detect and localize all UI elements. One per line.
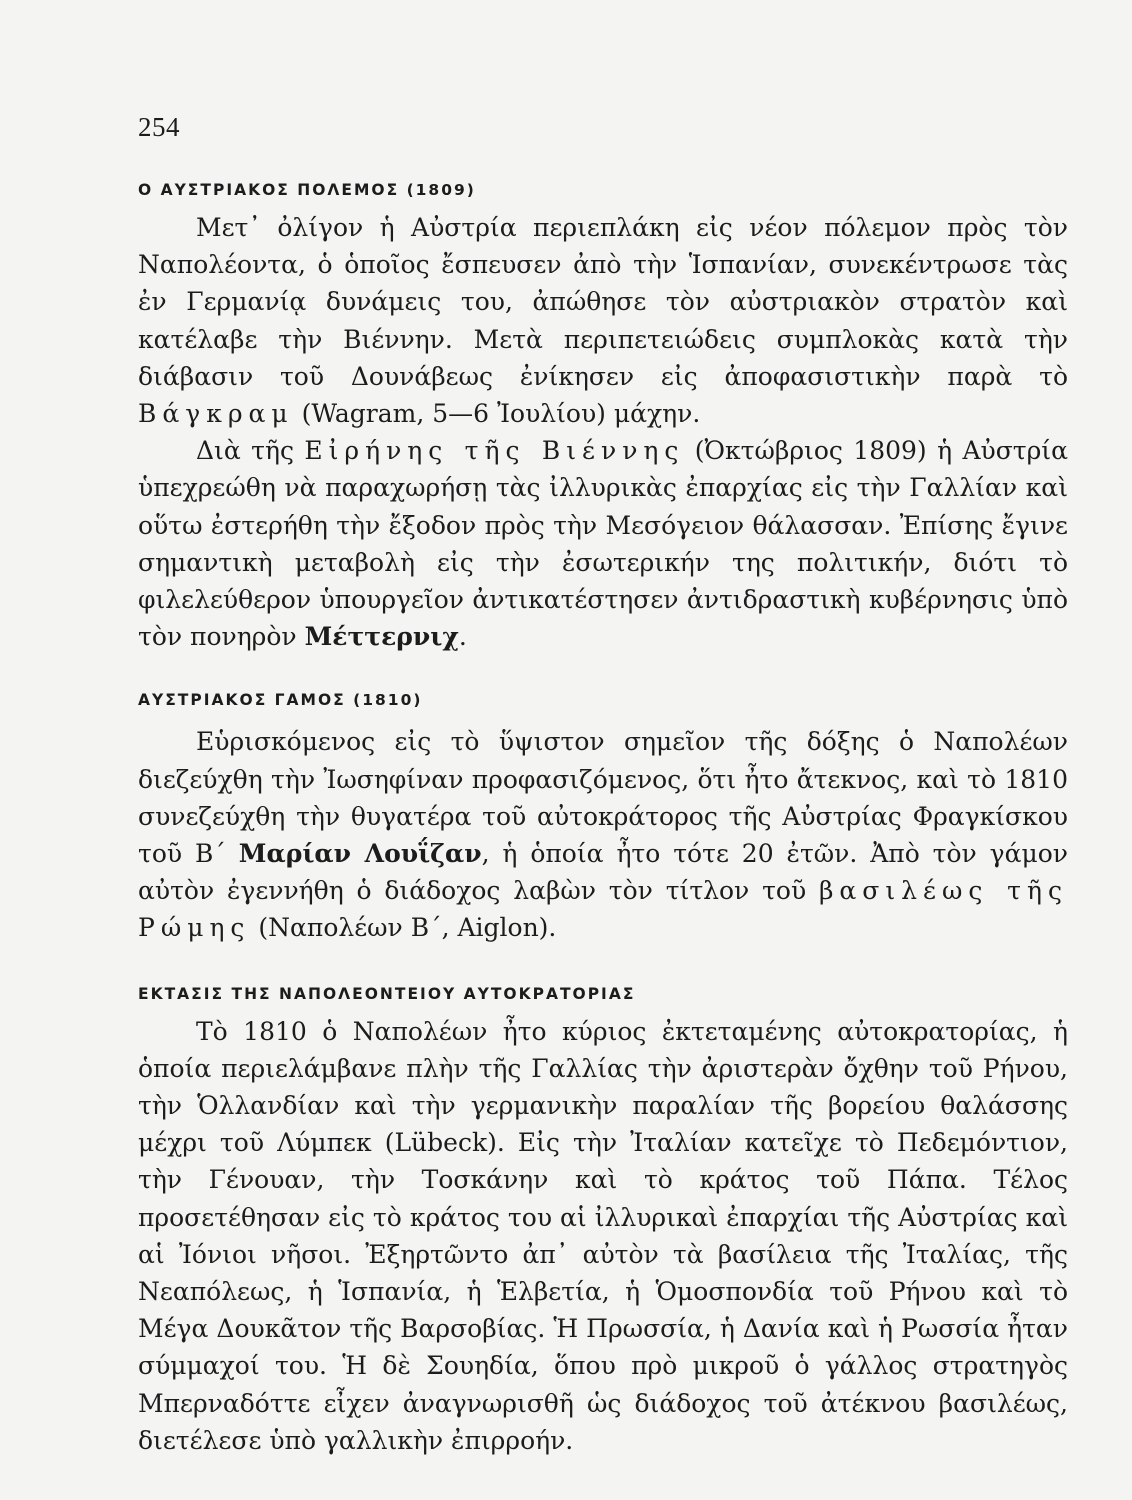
paragraph-text: , ἡ ὁποία ἦτο τότε 20 ἐτῶν. Ἀπὸ τὸν γάμον αὐτὸν ἐγεννήθη ὁ διάδοχος λαβὼν τὸν τίτλον τοῦ: [138, 839, 1068, 906]
paragraph: [138, 723, 1068, 946]
section-body: [138, 723, 1068, 946]
paragraph-text: (Wagram, 5—6 Ἰουλίου) μάχην.: [293, 399, 701, 429]
paragraph-text: (Ναπολέων Β´, Aiglon).: [250, 913, 557, 943]
section-heading: Ο ΑΥΣΤΡΙΑΚΟΣ ΠΟΛΕΜΟΣ (1809): [138, 181, 476, 199]
section-austrian-marriage: [138, 691, 1068, 946]
section-napoleonic-empire-extent: [138, 985, 1068, 1459]
section-heading: ΑΥΣΤΡΙΑΚΟΣ ΓΑΜΟΣ (1810): [138, 691, 423, 710]
paragraph: [138, 209, 1068, 432]
page-number: 254: [138, 112, 180, 142]
paragraph-text: .: [458, 622, 467, 652]
paragraph-text: Διὰ τῆς: [196, 436, 305, 466]
section-heading: ΕΚΤΑΣΙΣ ΤΗΣ ΝΑΠΟΛΕΟΝΤΕΙΟΥ ΑΥΤΟΚΡΑΤΟΡΙΑΣ: [138, 984, 636, 1003]
section-body: [138, 1013, 1068, 1459]
paragraph-text: Μετ᾽ ὀλίγον ἡ Αὐστρία περιεπλάκη εἰς νέον πόλεμον πρὸς τὸν Ναπολέοντα, ὁ ὁποῖος ἔσπευσεν ἀπὸ τὴν Ἱσπανίαν, συνεκέντρωσε τὰς ἐν Γερμανίᾳ δυνάμεις του, ἀπώθησε τὸν αὐστριακὸν στρατὸν καὶ κατέλαβε τὴν Βιέννην. Μετὰ περιπετειώδεις συμπλοκὰς κατὰ τὴν διάβασιν τοῦ Δουνάβεως ἐνίκησεν εἰς ἀποφασιστικὴν παρὰ τὸ: [138, 213, 1068, 391]
paragraph: [138, 432, 1068, 655]
paragraph-text: Εὑρισκόμενος εἰς τὸ ὕψιστον σημεῖον τῆς δόξης ὁ Ναπολέων διεζεύχθη τὴν Ἰωσηφίναν προφασιζόμενος, ὅτι ἦτο ἄτεκνος, καὶ τὸ 1810 συνεζεύχθη τὴν θυγατέρα τοῦ αὐτοκράτορος τῆς Αὐστρίας Φραγκίσκου τοῦ Β´: [138, 727, 1068, 869]
spaced-emphasis: Βάγκραμ: [138, 399, 294, 429]
bold-emphasis: Μαρίαν Λουΐζαν: [238, 839, 482, 869]
section-body: [138, 209, 1068, 655]
paragraph-text: Τὸ 1810 ὁ Ναπολέων ἦτο κύριος ἐκτεταμένης αὐτοκρατορίας, ἡ ὁποία περιελάμβανε πλὴν τῆς Γαλλίας τὴν ἀριστερὰν ὄχθην τοῦ Ρήνου, τὴν Ὁλλανδίαν καὶ τὴν γερμανικὴν παραλίαν τῆς βορείου θαλάσσης μέχρι τοῦ Λύμπεκ (Lübeck). Εἰς τὴν Ἰταλίαν κατεῖχε τὸ Πεδεμόντιον, τὴν Γένουαν, τὴν Τοσκάνην καὶ τὸ κράτος τοῦ Πάπα. Τέλος προσετέθησαν εἰς τὸ κράτος του αἱ ἰλλυρικαὶ ἐπαρχίαι τῆς Αὐστρίας καὶ αἱ Ἰόνιοι νῆσοι. Ἐξηρτῶντο ἀπ᾽ αὐτὸν τὰ βασίλεια τῆς Ἰταλίας, τῆς Νεαπόλεως, ἡ Ἱσπανία, ἡ Ἑλβετία, ἡ Ὁμοσπονδία τοῦ Ρήνου καὶ τὸ Μέγα Δουκᾶτον τῆς Βαρσοβίας. Ἡ Πρωσσία, ἡ Δανία καὶ ἡ Ρωσσία ἦταν σύμμαχοί του. Ἡ δὲ Σουηδία, ὅπου πρὸ μικροῦ ὁ γάλλος στρατηγὸς Μπερναδόττε εἶχεν ἀναγνωρισθῆ ὡς διάδοχος τοῦ ἀτέκνου βασιλέως, διετέλεσε ὑπὸ γαλλικὴν ἐπιρροήν.: [138, 1016, 1068, 1455]
bold-emphasis: Μέττερνιχ: [304, 622, 459, 652]
section-austrian-war: [138, 181, 1068, 655]
paragraph: [138, 1013, 1068, 1459]
spaced-emphasis: Εἰρήνης τῆς Βιέννης: [304, 436, 685, 466]
spaced-emphasis: βασιλέως τῆς Ρώμης: [138, 876, 1068, 943]
paragraph-text: (Ὀκτώβριος 1809) ἡ Αὐστρία ὑπεχρεώθη νὰ παραχωρήσῃ τὰς ἰλλυρικὰς ἐπαρχίας εἰς τὴν Γαλλίαν καὶ οὕτω ἐστερήθη τὴν ἔξοδον πρὸς τὴν Μεσόγειον θάλασσαν. Ἐπίσης ἔγινε σημαντικὴ μεταβολὴ εἰς τὴν ἐσωτερικήν της πολιτικήν, διότι τὸ φιλελεύθερον ὑπουργεῖον ἀντικατέστησεν ἀντιδραστικὴ κυβέρνησις ὑπὸ τὸν πονηρὸν: [138, 436, 1068, 652]
